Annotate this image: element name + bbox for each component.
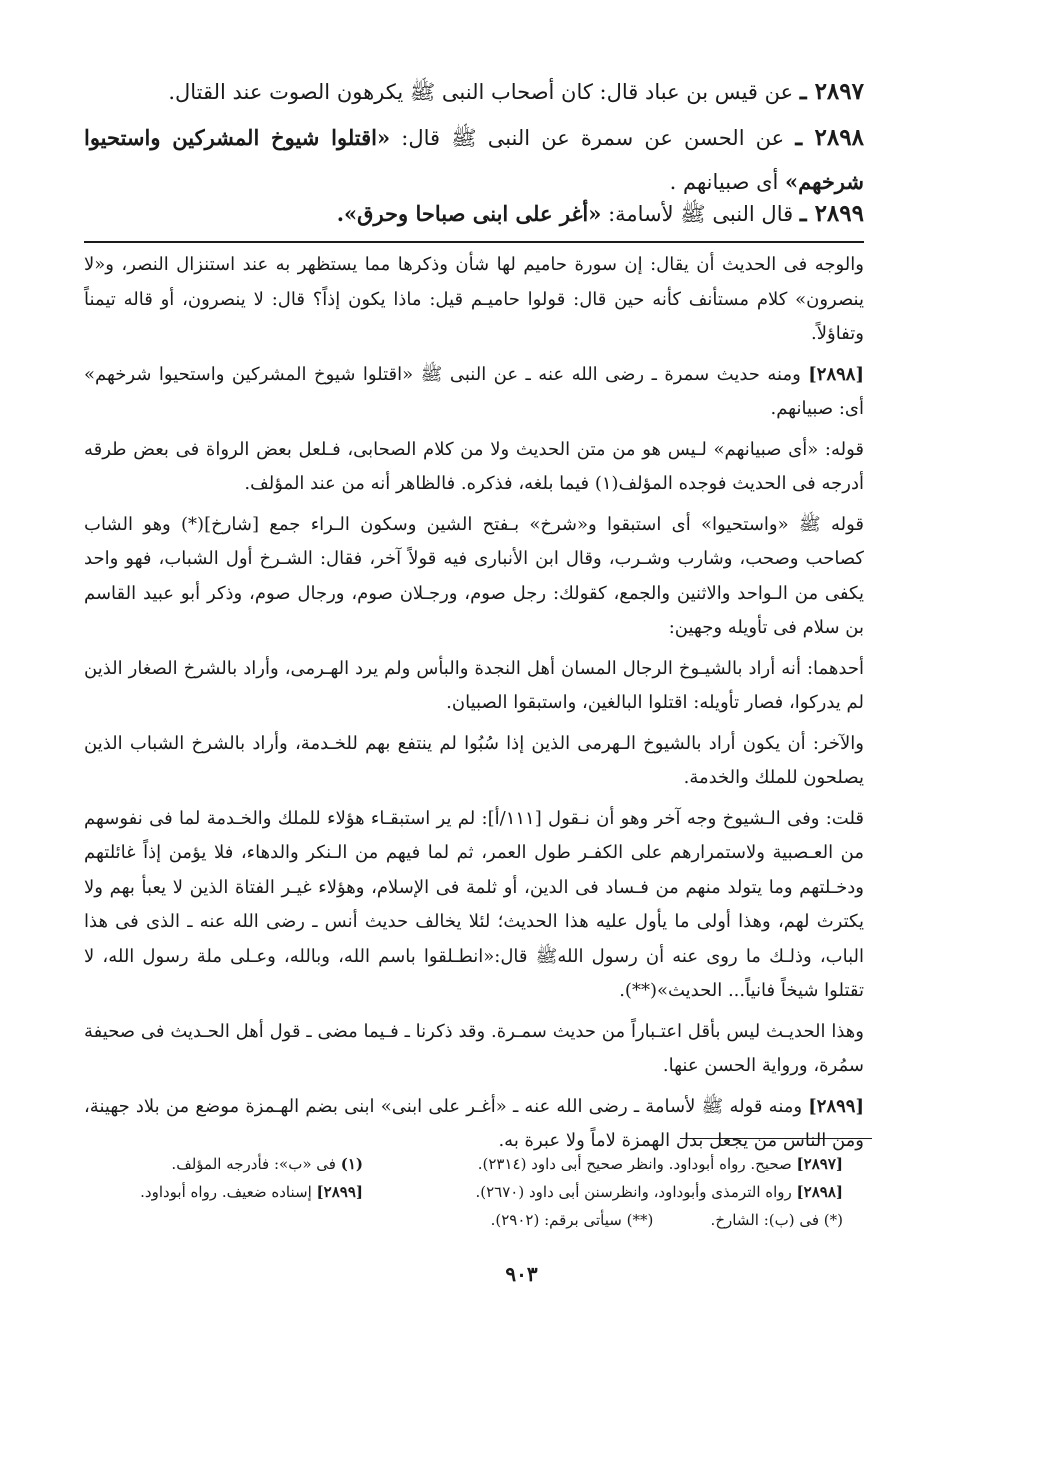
footnote-text: صحيح. رواه أبوداود. وانظر صحيح أبى داود (٢٣١٤). [477,1155,792,1173]
commentary-paragraph [84,358,864,427]
commentary-paragraph: قلت: وفى الـشيوخ وجه آخر وهو أن نـقول [١١١/أ]: لم ير استبقـاء هؤلاء للملك والخـدمة لما فى نفوسهم من العـصبية ولاستمرارهم على الكفـر طول العمر، ثم لما فيهم من الـنكر والدهاء، فلا يؤمن إذاً غائلتهم ودخـلتهم وما يتولد منهم من فـساد فى الدين، أو ثلمة فى الإسلام، وهؤلاء غيـر الفتاة الذين لا يعبأ بهم ولا يكترث لهم، وهذا أولى ما يأول عليه هذا الحديث؛ لئلا يخالف حديث أنس ـ رضى الله عنه ـ الذى فى هذا الباب، وذلـك ما روى عنه أن رسول اللهﷺ قال:«انطـلقوا باسم الله، وبالله، وعـلى ملة رسول الله، لا تقتلوا شيخاً فانياً... الحديث»(**). [84,807,865,1001]
hadith-text-quote: «اقتلوا شيوخ المشركين واستحيوا شرخهم» [84,125,864,194]
hadith-2898 [84,116,864,204]
footnote-2898 [476,1182,844,1202]
footnote-ref: [٢٨٩٧] [796,1155,843,1173]
footnote-1 [171,1154,363,1174]
footnote-2897 [478,1154,843,1174]
commentary-paragraph [84,1090,864,1159]
footnote-double-star: (**) سيأتى برقم: (٢٩٠٢). [490,1211,654,1229]
footnote-ref: [٢٨٩٩] [316,1183,363,1201]
hadith-number: ٢٨٩٨ ـ [795,124,864,151]
paragraph-text: ومنه حديث سمرة ـ رضى الله عنه ـ عن النبى ﷺ «اقتلوا شيوخ المشركين واستحيوا شرخهم» أى: صبيانهم. [84,363,864,419]
section-divider [84,241,864,243]
hadith-number: ٢٨٩٩ ـ [799,200,864,227]
commentary-paragraph: قوله ﷺ «واستحيوا» أى استبقوا و«شرخ» بـفتح الشين وسكون الـراء جمع [شارخ](*) وهو الشاب كصاحب وصحب، وشارب وشـرب، وقال ابن الأنبارى فيه قولاً آخر، فقال: الشـرخ أول الشباب، فهو واحد يكفى من الـواحد والاثنين والجمع، كقولك: رجل صوم، ورجـلان صوم، ورجال صوم، وذكر أبو عبيد القاسم بن سلام فى تأويله وجهين: [84,513,864,638]
commentary [84,248,864,1165]
paragraph-text: ومنه قوله ﷺ لأسامة ـ رضى الله عنه ـ «أغـر على ابنى» ابنى بضم الهـمزة موضع من بلاد جهينة، ومن الناس من يجعل بدل الهمزة لاماً ولا عبرة به. [84,1095,864,1151]
footnote-ref: [٢٨٩٨] [796,1183,843,1201]
footnote-stars [491,1210,843,1230]
hadith-ref: [٢٨٩٨] [808,363,864,385]
commentary-paragraph: وهذا الحديـث ليس بأقل اعتـباراً من حديث سمـرة. وقد ذكرنا ـ فـيما مضى ـ قول أهل الحـديث فى صحيفة سمُرة، ورواية الحسن عنها. [84,1020,864,1076]
footnote-text: إسناده ضعيف. رواه أبوداود. [140,1183,312,1201]
hadith-text-intro: قال النبى ﷺ لأسامة: [608,202,794,226]
page-number: ٩٠٣ [505,1262,538,1286]
hadith-number: ٢٨٩٧ ـ [799,78,864,105]
hadith-2899 [84,192,864,236]
commentary-paragraph: أحدهما: أنه أراد بالشيـوخ الرجال المسان أهل النجدة والبأس ولم يرد الهـرمى، وأراد بالشرخ الصغار الذين لم يدركوا، فصار تأويله: اقتلوا البالغين، واستبقوا الصبيان. [84,657,864,713]
footnote-ref: (١) [340,1155,363,1173]
hadith-2897 [84,70,864,114]
hadith-text-quote: «أغر على ابنى صباحا وحرق». [336,201,602,226]
footnote-2899 [140,1182,363,1202]
footnote-divider [680,1138,872,1139]
hadith-text: عن قيس بن عباد قال: كان أصحاب النبى ﷺ يكرهون الصوت عند القتال. [168,80,794,104]
hadith-text-tail: أى صبيانهم . [669,170,779,194]
commentary-paragraph: قوله: «أى صبيانهم» لـيس هو من متن الحديث ولا من كلام الصحابى، فـلعل بعض الرواة فى بعض طرقه أدرجه فى الحديث فوجده المؤلف(١) فيما بلغه، فذكره. فالظاهر أنه من عند المؤلف. [84,438,864,494]
hadith-text-intro: عن الحسن عن سمرة عن النبى ﷺ قال: [401,126,785,150]
commentary-paragraph: والآخر: أن يكون أراد بالشيوخ الـهرمى الذين إذا سُبُوا لم ينتفع بهم للخـدمة، وأراد بالشرخ الشباب الذين يصلحون للملك والخدمة. [84,732,864,788]
footnote-star: (*) فى (ب): الشارخ. [710,1211,843,1229]
commentary-paragraph: والوجه فى الحديث أن يقال: إن سورة حاميم لها شأن وذكرها مما يستظهر به عند استنزال النصر، و«لا ينصرون» كلام مستأنف كأنه حين قال: قولوا حاميـم قيل: ماذا يكون إذاً؟ قال: لا ينصرون، أو قاله تيمناً وتفاؤلاً. [84,254,864,344]
footnote-text: رواه الترمذى وأبوداود، وانظرسنن أبى داود (٢٦٧٠). [475,1183,792,1201]
footnote-text: فى «ب»: فأدرجه المؤلف. [171,1155,336,1173]
hadith-ref: [٢٨٩٩] [808,1095,864,1117]
